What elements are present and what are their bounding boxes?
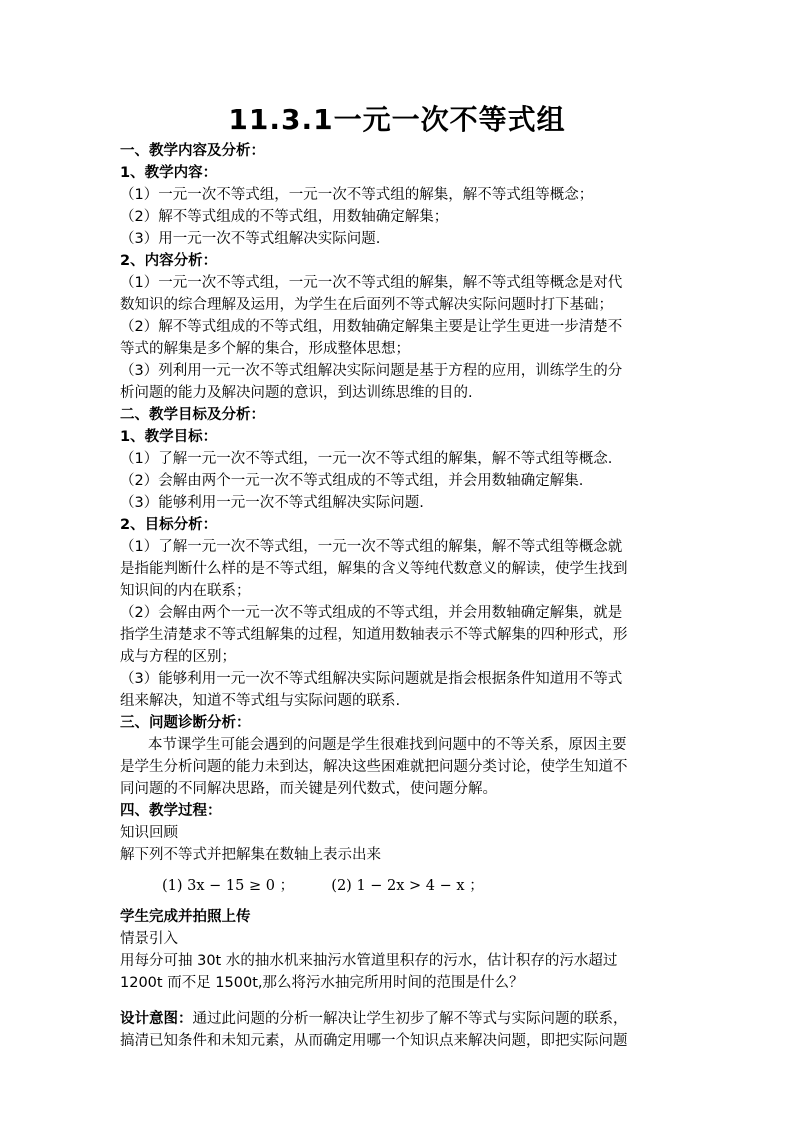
inequality-2: (2) 1 − 2x > 4 − x ； [331, 878, 484, 894]
paragraph-line: （1）了解一元一次不等式组，一元一次不等式组的解集，解不等式组等概念就 [120, 539, 623, 555]
paragraph-line: （1）了解一元一次不等式组，一元一次不等式组的解集，解不等式组等概念. [120, 451, 613, 467]
paragraph-line: 本节课学生可能会遇到的问题是学生很难找到问题中的不等关系，原因主要 [148, 737, 627, 753]
paragraph-line: 1200t 而不足 1500t,那么将污水抽完所用时间的范围是什么？ [120, 975, 524, 991]
subsection-heading: 2、内容分析： [120, 253, 218, 269]
design-intent-text: 通过此问题的分析一解决让学生初步了解不等式与实际问题的联系， [192, 1011, 628, 1027]
paragraph-line: 组来解决，知道不等式组与实际问题的联系. [120, 693, 401, 709]
paragraph-line: 知识间的内在联系； [120, 583, 251, 599]
paragraph-line: （3）能够利用一元一次不等式组解决实际问题就是指会根据条件知道用不等式 [120, 671, 623, 687]
subsection-heading: 2、目标分析： [120, 517, 218, 533]
paragraph-line: （2）解不等式组成的不等式组，用数轴确定解集主要是让学生更进一步清楚不 [120, 319, 623, 335]
inequality-1: (1) 3x − 15 ≥ 0 ； [162, 878, 295, 894]
knowledge-review-label: 知识回顾 [120, 825, 178, 841]
upload-note: 学生完成并拍照上传 [120, 909, 251, 925]
paragraph-line: （3）列利用一元一次不等式组解决实际问题是基于方程的应用，训练学生的分 [120, 363, 623, 379]
paragraph-line: （3）能够利用一元一次不等式组解决实际问题. [120, 495, 424, 511]
paragraph-line: 是指能判断什么样的是不等式组，解集的含义等纯代数意义的解读，使学生找到 [120, 561, 628, 577]
paragraph-line: （1）一元一次不等式组，一元一次不等式组的解集，解不等式组等概念是对代 [120, 275, 623, 291]
paragraph-line: 指学生清楚求不等式组解集的过程，知道用数轴表示不等式解集的四种形式，形 [120, 627, 628, 643]
paragraph-line: （2）会解由两个一元一次不等式组成的不等式组，并会用数轴确定解集，就是 [120, 605, 623, 621]
paragraph-line: （2）会解由两个一元一次不等式组成的不等式组，并会用数轴确定解集. [120, 473, 584, 489]
paragraph-line: （2）解不等式组成的不等式组，用数轴确定解集； [120, 209, 449, 225]
section-heading: 四、教学过程： [120, 803, 222, 819]
paragraph-line: 同问题的不同解决思路，而关键是列代数式，使问题分解。 [120, 781, 497, 797]
section-heading: 二、教学目标及分析： [120, 407, 265, 423]
exercise-instruction: 解下列不等式并把解集在数轴上表示出来 [120, 847, 381, 863]
paragraph-line: （3）用一元一次不等式组解决实际问题. [120, 231, 381, 247]
paragraph-line: 是学生分析问题的能力未到达，解决这些困难就把问题分类讨论，使学生知道不 [120, 759, 628, 775]
design-intent-line [120, 1008, 680, 1030]
paragraph-line: 数知识的综合理解及运用，为学生在后面列不等式解决实际问题时打下基础； [120, 297, 613, 313]
document-body [120, 140, 680, 1052]
section-heading: 三、问题诊断分析： [120, 715, 251, 731]
page-title: 11.3.1一元一次不等式组 [228, 103, 566, 136]
section-heading: 一、教学内容及分析： [120, 143, 265, 159]
math-exercises [120, 870, 680, 902]
design-intent-label: 设计意图： [120, 1011, 193, 1027]
paragraph-line: 析问题的能力及解决问题的意识，到达训练思维的目的. [120, 385, 473, 401]
subsection-heading: 1、教学目标： [120, 429, 218, 445]
paragraph-line: 成与方程的区别； [120, 649, 236, 665]
paragraph-line: 等式的解集是多个解的集合，形成整体思想； [120, 341, 410, 357]
scenario-intro-label: 情景引入 [120, 931, 178, 947]
paragraph-line: 用每分可抽 30t 水的抽水机来抽污水管道里积存的污水，估计积存的污水超过 [120, 953, 618, 969]
subsection-heading: 1、教学内容： [120, 165, 218, 181]
paragraph-line: （1）一元一次不等式组，一元一次不等式组的解集，解不等式组等概念； [120, 187, 594, 203]
paragraph-line: 搞清已知条件和未知元素，从而确定用哪一个知识点来解决问题，即把实际问题 [120, 1033, 628, 1049]
